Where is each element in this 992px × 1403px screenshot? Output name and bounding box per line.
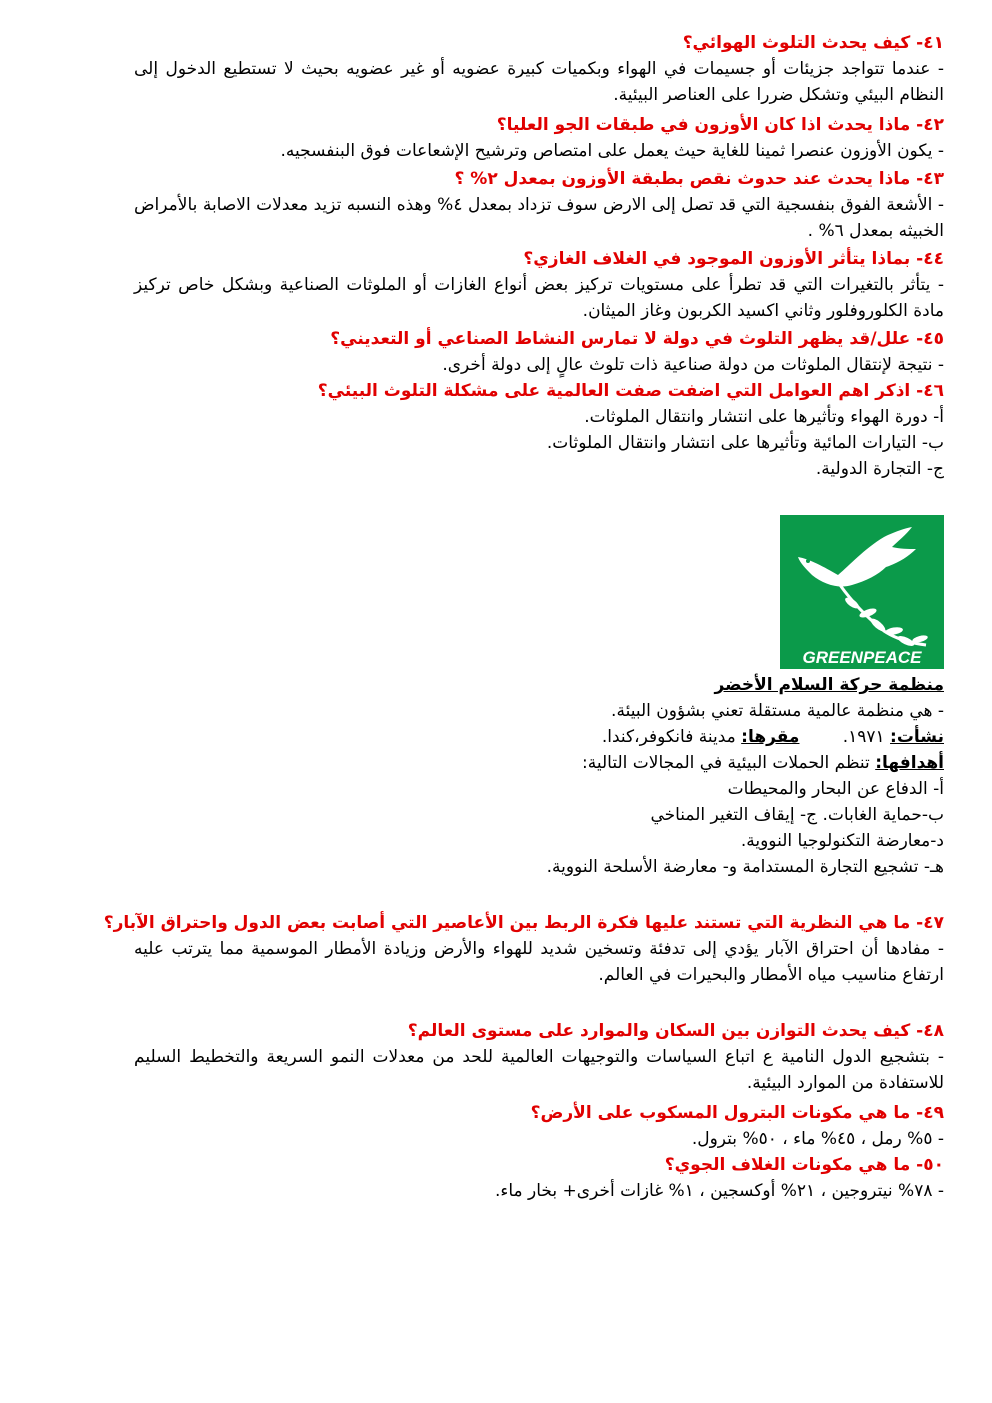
logo-text: GREENPEACE [802, 648, 922, 667]
definition-text: - هي منظمة عالمية مستقلة تعني بشؤون البيئة. [611, 701, 944, 721]
answer-text: - ٧٨% نيتروجين ، ٢١% أوكسجين ، ١% غازات أخرى+ بخار ماء. [494, 1181, 944, 1201]
founded-label: نشأت: [890, 727, 944, 747]
answer-text: - مفادها أن احتراق الآبار يؤدي إلى تدفئة وتسخين شديد للهواء والأرض وزيادة الأمطار الموسمية مما يترتب عليه ارتفاع مناسيب مياه الأمطار والبحيرات في العالم. [134, 939, 944, 985]
goal-item: هـ- تشجيع التجارة المستدامة و- معارضة الأسلحة النووية. [546, 857, 944, 877]
list-item: أ- دورة الهواء وتأثيرها على انتشار وانتقال الملوثات. [584, 407, 944, 427]
question-heading: ٥٠- ما هي مكونات الغلاف الجوي؟ [664, 1155, 944, 1175]
answer-text: - ٥% رمل ، ٤٥% ماء ، ٥٠% بترول. [691, 1129, 944, 1149]
list-item: ج- التجارة الدولية. [815, 459, 944, 479]
greenpeace-logo [780, 515, 944, 669]
question-heading: ٤٩- ما هي مكونات البترول المسكوب على الأرض؟ [530, 1103, 944, 1123]
question-48 [134, 1018, 944, 1096]
founded-value: ١٩٧١. [842, 727, 885, 747]
answer-text: - يكون الأوزون عنصرا ثمينا للغاية حيث يعمل على امتصاص وترشيح الإشعاعات فوق البنفسجيه. [280, 141, 944, 161]
goals-line [134, 750, 944, 776]
answer-text: - نتيجة لإنتقال الملوثات من دولة صناعية ذات تلوث عالٍ إلى دولة أخرى. [442, 355, 944, 375]
goals-intro: تنظم الحملات البيئية في المجالات التالية: [582, 753, 870, 773]
question-44 [134, 246, 944, 324]
question-41 [134, 30, 944, 108]
list-item: ب- التيارات المائية وتأثيرها على انتشار وانتقال الملوثات. [546, 433, 944, 453]
answer-text: - بتشجيع الدول النامية ع اتباع السياسات والتوجيهات العالمية للحد من معدلات النمو السريعة والتخطيط السليم للاستفادة من الموارد البيئية. [134, 1047, 944, 1093]
answer-text: - الأشعة الفوق بنفسجية التي قد تصل إلى الارض سوف تزداد بمعدل ٤% وهذه النسبه تزيد معدلات الاصابة بالأمراض الخبيثه بمعدل ٦% . [134, 195, 945, 241]
question-heading: ٤٢- ماذا يحدث اذا كان الأوزون في طبقات الجو العليا؟ [496, 115, 944, 135]
question-heading: ٤٧- ما هي النظرية التي تستند عليها فكرة الربط بين الأعاصير التي أصابت بعض الدول واحتراق الآبار؟ [103, 913, 944, 933]
question-49 [134, 1100, 944, 1152]
question-heading: ٤٣- ماذا يحدث عند حدوث نقص بطبقة الأوزون بمعدل ٢% ؟ [454, 169, 944, 189]
question-heading: ٤٤- بماذا يتأثر الأوزون الموجود في الغلاف الغازي؟ [523, 249, 944, 269]
question-heading: ٤٥- علل/قد يظهر التلوث في دولة لا تمارس النشاط الصناعي أو التعديني؟ [330, 329, 944, 349]
answer-text: - يتأثر بالتغيرات التي قد تطرأ على مستويات تركيز بعض أنواع الغازات أو الملوثات الصناعية وبشكل خاص تركيز مادة الكلوروفلور وثاني اكسيد الكربون وغاز الميثان. [134, 275, 944, 321]
dove-icon [780, 515, 944, 669]
hq-label: مقرها: [741, 727, 800, 747]
answer-text: - عندما تتواجد جزيئات أو جسيمات في الهواء وبكميات كبيرة عضويه أو غير عضويه بحيث لا تستطيع الدخول إلى النظام البيئي وتشكل ضررا على العناصر البيئية. [134, 59, 944, 105]
goal-item: د-معارضة التكنولوجيا النووية. [740, 831, 944, 851]
question-45 [134, 326, 944, 378]
founding-line [134, 724, 944, 750]
question-47 [103, 910, 944, 988]
goal-item: ب-حماية الغابات. ج- إيقاف التغير المناخي [650, 805, 944, 825]
question-50 [134, 1152, 944, 1204]
question-42 [134, 112, 944, 164]
hq-value: مدينة فانكوفر،كندا. [601, 727, 736, 747]
question-heading: ٤٨- كيف يحدث التوازن بين السكان والموارد على مستوى العالم؟ [407, 1021, 944, 1041]
greenpeace-section [134, 672, 944, 880]
question-43 [134, 166, 944, 244]
section-title: منظمة حركة السلام الأخضر [714, 675, 944, 695]
question-heading: ٤٦- اذكر اهم العوامل التي اضفت صفت العالمية على مشكلة التلوث البيئي؟ [317, 381, 944, 401]
goals-label: أهدافها: [875, 753, 944, 773]
question-heading: ٤١- كيف يحدث التلوث الهوائي؟ [682, 33, 944, 53]
question-46 [134, 378, 944, 482]
goal-item: أ- الدفاع عن البحار والمحيطات [727, 779, 944, 799]
